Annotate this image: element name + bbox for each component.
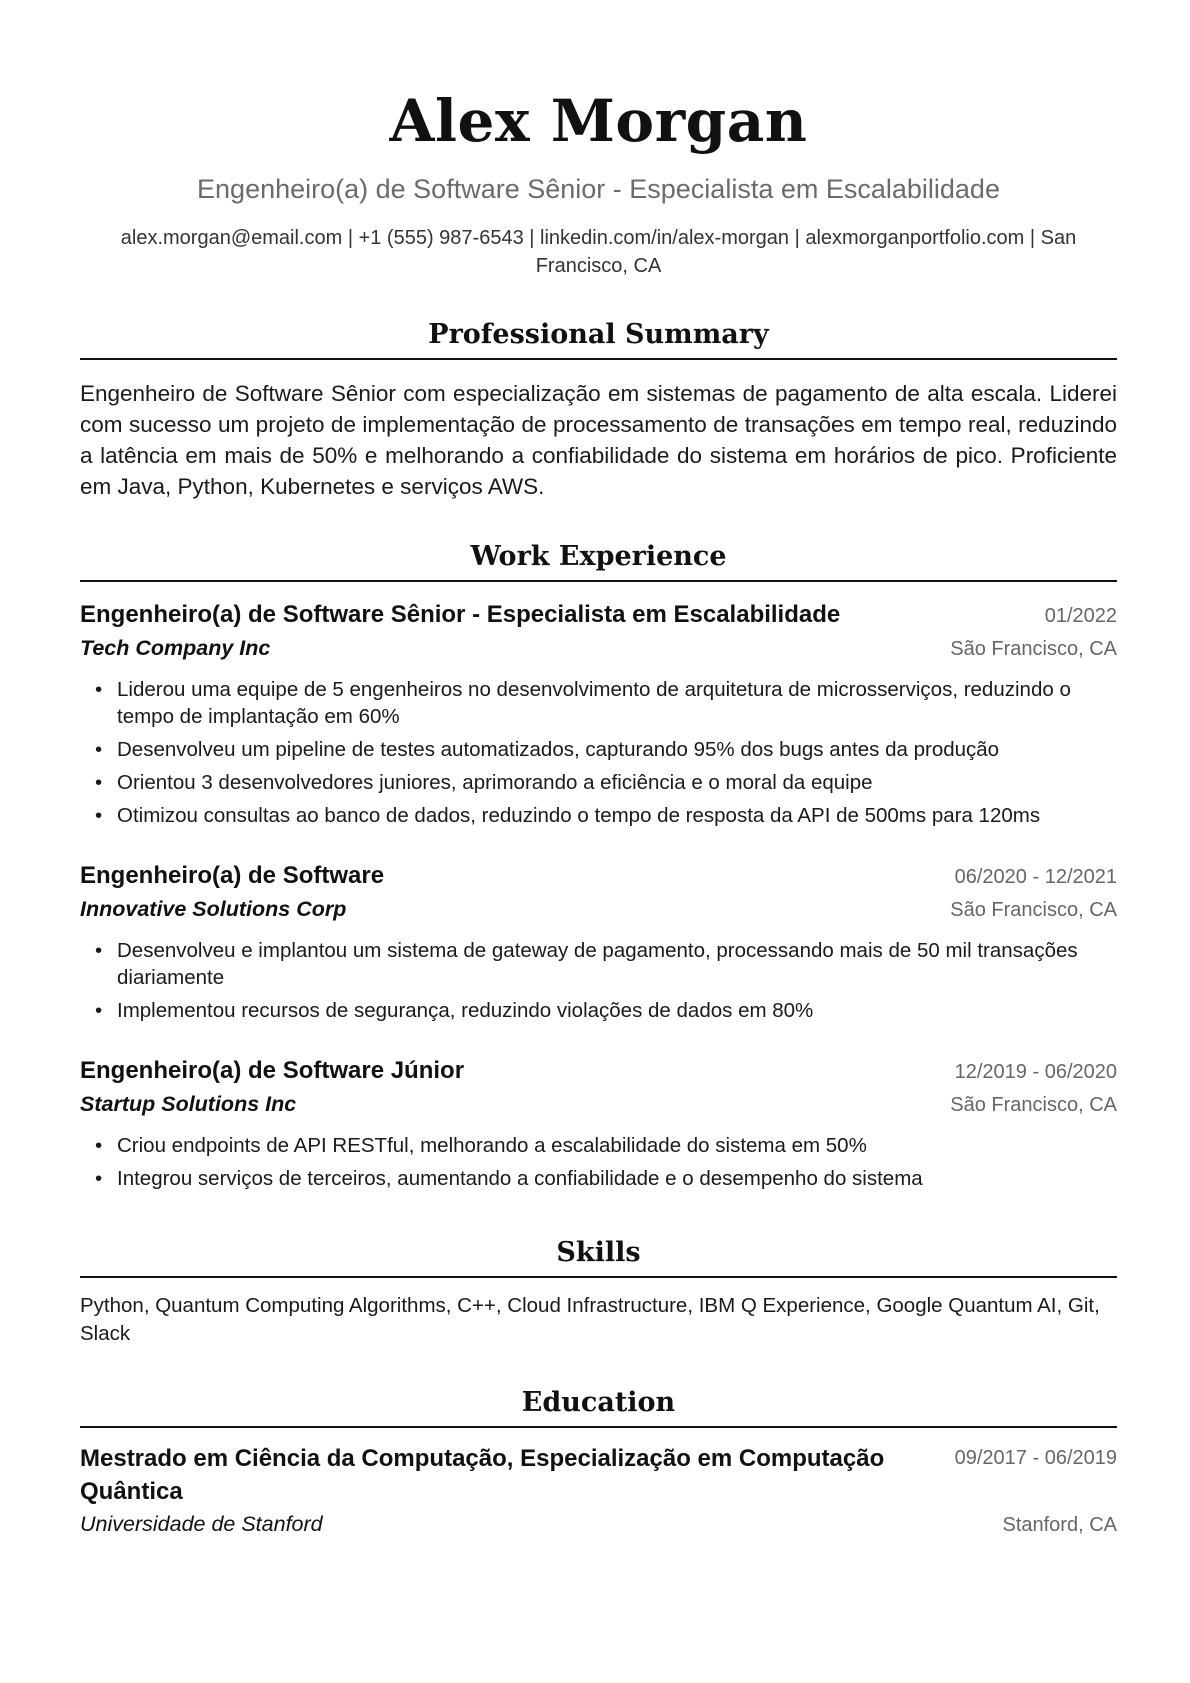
job-company: Innovative Solutions Corp: [80, 897, 347, 921]
degree-title: Mestrado em Ciência da Computação, Especialização em Computação Quântica: [80, 1445, 885, 1505]
job-location: São Francisco, CA: [950, 1094, 1117, 1116]
bullet-dot: •: [95, 738, 103, 761]
bullet-text: Desenvolveu um pipeline de testes automatizados, capturando 95% dos bugs antes da produção: [117, 738, 1000, 761]
bullet-item: [95, 937, 1117, 991]
job-bullets: [80, 676, 1117, 829]
education-entry: [80, 1442, 1117, 1540]
job-title: Engenheiro(a) de Software Sênior - Especialista em Escalabilidade: [80, 601, 841, 628]
bullet-item: [95, 736, 1117, 763]
bullet-item: [95, 1132, 1117, 1159]
bullet-dot: •: [95, 771, 103, 794]
education-section: [80, 1386, 1117, 1540]
job-date: 12/2019 - 06/2020: [954, 1061, 1117, 1083]
job-date: 01/2022: [1044, 605, 1117, 627]
summary-heading: Professional Summary: [80, 318, 1117, 360]
job-location: São Francisco, CA: [950, 638, 1117, 660]
bullet-text: Implementou recursos de segurança, reduzindo violações de dados em 80%: [117, 999, 814, 1022]
bullet-text: Integrou serviços de terceiros, aumentando a confiabilidade e o desempenho do sistema: [117, 1167, 923, 1190]
education-location: Stanford, CA: [1002, 1514, 1117, 1536]
bullet-dot: •: [95, 939, 103, 962]
contact-line: alex.morgan@email.com | +1 (555) 987-6543 | linkedin.com/in/alex-morgan | alexmorganportfolio.com | San Francisco, CA: [120, 227, 1077, 277]
job-date: 06/2020 - 12/2021: [954, 866, 1117, 888]
bullet-text: Liderou uma equipe de 5 engenheiros no desenvolvimento de arquitetura de microsserviços, reduzindo o tempo de implantação em 60%: [117, 678, 1071, 728]
bullet-dot: •: [95, 678, 103, 701]
skills-text: Python, Quantum Computing Algorithms, C++, Cloud Infrastructure, IBM Q Experience, Google Quantum AI, Git, Slack: [80, 1294, 1100, 1345]
job-entry: [80, 598, 1117, 829]
job-location: São Francisco, CA: [950, 899, 1117, 921]
bullet-text: Criou endpoints de API RESTful, melhorando a escalabilidade do sistema em 50%: [117, 1134, 867, 1157]
summary-text: Engenheiro de Software Sênior com especialização em sistemas de pagamento de alta escala. Liderei com sucesso um projeto de implementação de processamento de transações em tempo real, reduzindo a latência em mais de 50% e melhorando a confiabilidade do sistema em horários de pico. Proficiente em Java, Python, Kubernetes e serviços AWS.: [80, 381, 1117, 499]
bullet-item: [95, 676, 1117, 730]
bullet-dot: •: [95, 999, 103, 1022]
education-date: 09/2017 - 06/2019: [954, 1447, 1117, 1469]
bullet-dot: •: [95, 1167, 103, 1190]
experience-section: [80, 540, 1117, 1192]
job-company: Tech Company Inc: [80, 636, 271, 660]
bullet-text: Otimizou consultas ao banco de dados, reduzindo o tempo de resposta da API de 500ms para 120ms: [117, 804, 1041, 827]
candidate-name: Alex Morgan: [389, 87, 808, 155]
candidate-tagline: Engenheiro(a) de Software Sênior - Especialista em Escalabilidade: [197, 174, 1000, 204]
job-company: Startup Solutions Inc: [80, 1092, 297, 1116]
education-heading: Education: [80, 1386, 1117, 1428]
bullet-text: Desenvolveu e implantou um sistema de gateway de pagamento, processando mais de 50 mil transações diariamente: [117, 939, 1078, 989]
experience-heading: Work Experience: [80, 540, 1117, 582]
summary-section: [80, 318, 1117, 502]
school-name: Universidade de Stanford: [80, 1512, 323, 1536]
bullet-item: [95, 802, 1117, 829]
bullet-item: [95, 997, 1117, 1024]
job-title: Engenheiro(a) de Software: [80, 862, 385, 889]
bullet-item: [95, 1165, 1117, 1192]
bullet-text: Orientou 3 desenvolvedores juniores, aprimorando a eficiência e o moral da equipe: [117, 771, 873, 794]
bullet-item: [95, 769, 1117, 796]
job-bullets: [80, 937, 1117, 1024]
skills-section: [80, 1236, 1117, 1348]
resume-page: [80, 0, 1117, 1540]
skills-heading: Skills: [80, 1236, 1117, 1278]
bullet-dot: •: [95, 804, 103, 827]
job-entry: [80, 859, 1117, 1024]
job-title: Engenheiro(a) de Software Júnior: [80, 1057, 465, 1084]
job-bullets: [80, 1132, 1117, 1192]
job-entry: [80, 1054, 1117, 1192]
bullet-dot: •: [95, 1134, 103, 1157]
